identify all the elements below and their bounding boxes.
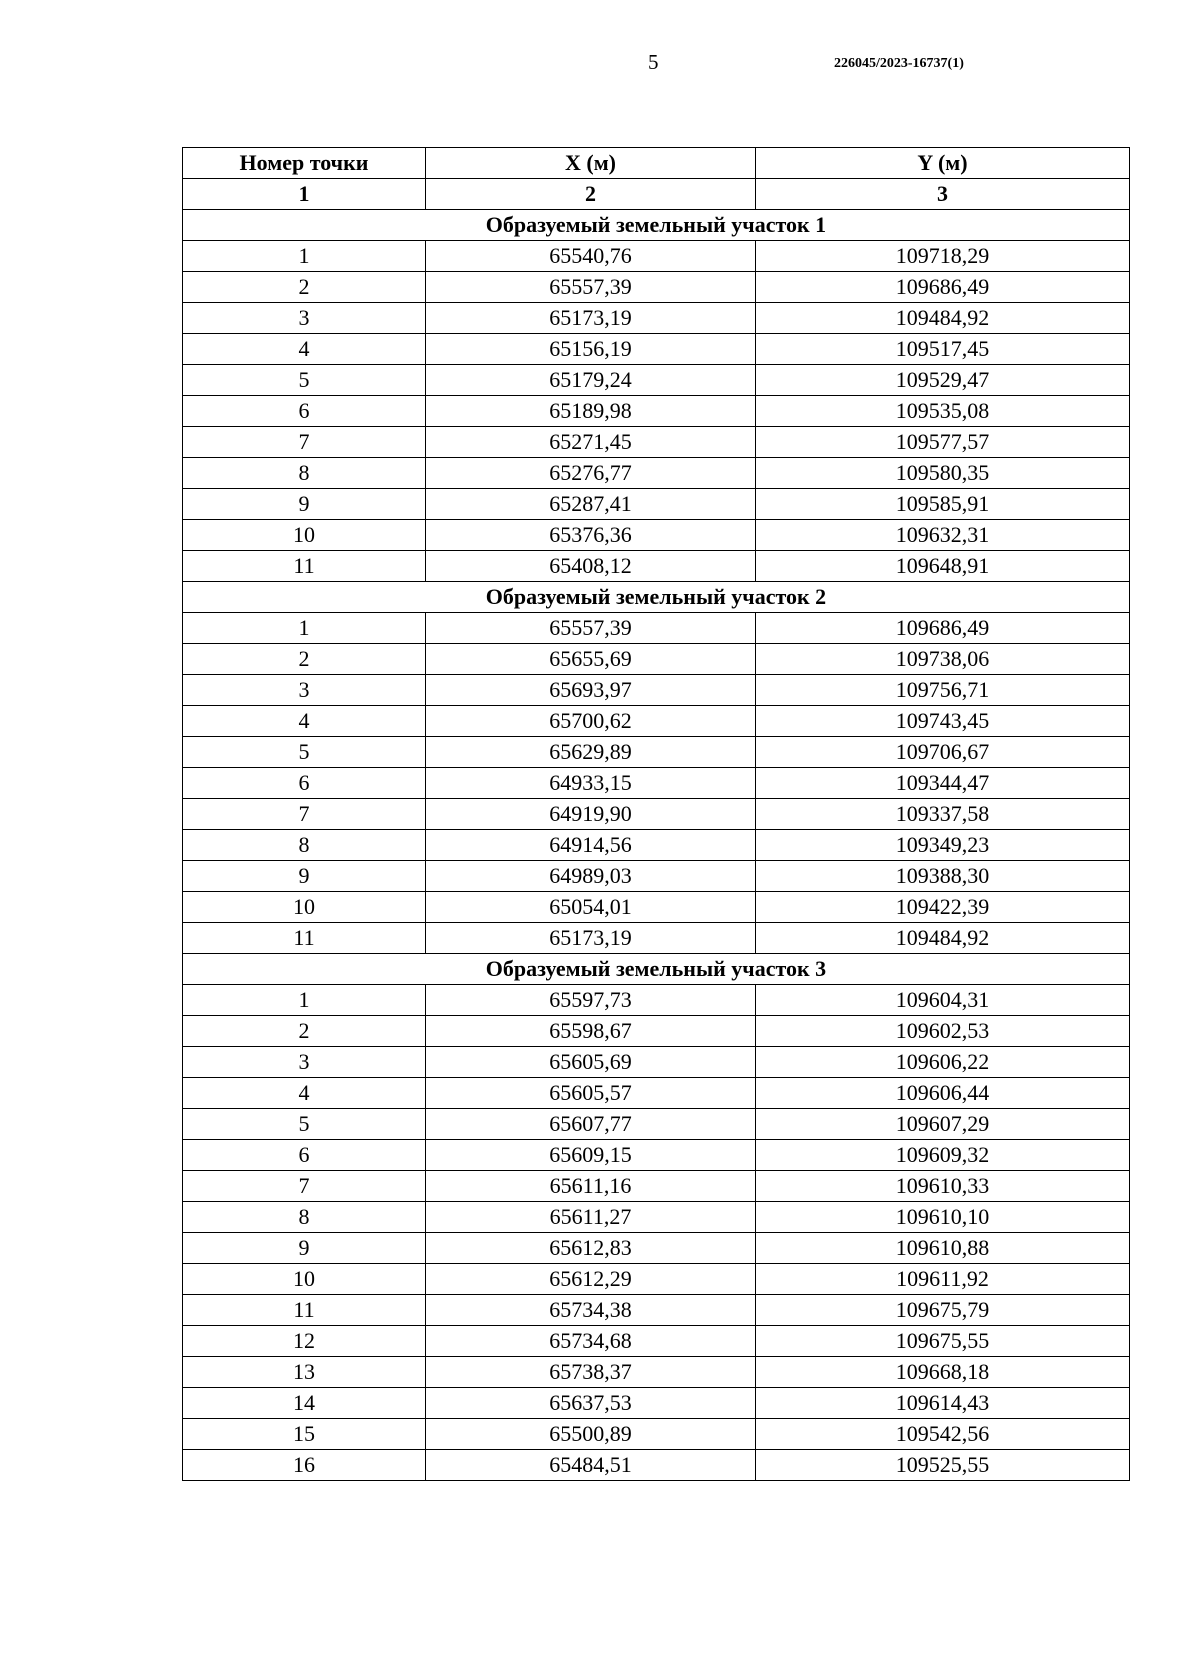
x-coordinate-cell: 65557,39 bbox=[426, 613, 756, 644]
x-coordinate-cell: 65156,19 bbox=[426, 334, 756, 365]
x-coordinate-cell: 65484,51 bbox=[426, 1450, 756, 1481]
table-row bbox=[183, 923, 1130, 954]
table-row bbox=[183, 272, 1130, 303]
x-coordinate-cell: 65734,68 bbox=[426, 1326, 756, 1357]
y-coordinate-cell: 109614,43 bbox=[756, 1388, 1130, 1419]
column-header-x: X (м) bbox=[426, 148, 756, 179]
y-coordinate-cell: 109484,92 bbox=[756, 303, 1130, 334]
point-number-cell: 8 bbox=[183, 830, 426, 861]
table-row bbox=[183, 489, 1130, 520]
point-number-cell: 11 bbox=[183, 1295, 426, 1326]
column-number: 3 bbox=[756, 179, 1130, 210]
x-coordinate-cell: 65612,29 bbox=[426, 1264, 756, 1295]
document-number: 226045/2023-16737(1) bbox=[834, 56, 964, 71]
table-row bbox=[183, 1016, 1130, 1047]
section-title-row bbox=[183, 582, 1130, 613]
x-coordinate-cell: 65605,69 bbox=[426, 1047, 756, 1078]
point-number-cell: 6 bbox=[183, 768, 426, 799]
point-number-cell: 4 bbox=[183, 1078, 426, 1109]
point-number-cell: 11 bbox=[183, 923, 426, 954]
point-number-cell: 10 bbox=[183, 520, 426, 551]
x-coordinate-cell: 65611,16 bbox=[426, 1171, 756, 1202]
table-row bbox=[183, 427, 1130, 458]
table-row bbox=[183, 1109, 1130, 1140]
y-coordinate-cell: 109344,47 bbox=[756, 768, 1130, 799]
x-coordinate-cell: 65054,01 bbox=[426, 892, 756, 923]
section-title: Образуемый земельный участок 2 bbox=[183, 582, 1130, 613]
table-row bbox=[183, 985, 1130, 1016]
table-row bbox=[183, 1047, 1130, 1078]
table-row bbox=[183, 1419, 1130, 1450]
point-number-cell: 9 bbox=[183, 489, 426, 520]
table-row bbox=[183, 1388, 1130, 1419]
x-coordinate-cell: 65173,19 bbox=[426, 923, 756, 954]
y-coordinate-cell: 109602,53 bbox=[756, 1016, 1130, 1047]
y-coordinate-cell: 109535,08 bbox=[756, 396, 1130, 427]
point-number-cell: 1 bbox=[183, 241, 426, 272]
x-coordinate-cell: 65700,62 bbox=[426, 706, 756, 737]
x-coordinate-cell: 65609,15 bbox=[426, 1140, 756, 1171]
x-coordinate-cell: 65557,39 bbox=[426, 272, 756, 303]
point-number-cell: 15 bbox=[183, 1419, 426, 1450]
table-row bbox=[183, 830, 1130, 861]
y-coordinate-cell: 109706,67 bbox=[756, 737, 1130, 768]
x-coordinate-cell: 65173,19 bbox=[426, 303, 756, 334]
table-row bbox=[183, 1326, 1130, 1357]
table-row bbox=[183, 241, 1130, 272]
y-coordinate-cell: 109675,79 bbox=[756, 1295, 1130, 1326]
table-body bbox=[183, 179, 1130, 1481]
y-coordinate-cell: 109585,91 bbox=[756, 489, 1130, 520]
section-title-row bbox=[183, 210, 1130, 241]
x-coordinate-cell: 65376,36 bbox=[426, 520, 756, 551]
x-coordinate-cell: 64989,03 bbox=[426, 861, 756, 892]
table-row bbox=[183, 1357, 1130, 1388]
point-number-cell: 2 bbox=[183, 272, 426, 303]
point-number-cell: 3 bbox=[183, 1047, 426, 1078]
x-coordinate-cell: 65189,98 bbox=[426, 396, 756, 427]
x-coordinate-cell: 65734,38 bbox=[426, 1295, 756, 1326]
table-row bbox=[183, 303, 1130, 334]
point-number-cell: 1 bbox=[183, 985, 426, 1016]
column-number: 2 bbox=[426, 179, 756, 210]
point-number-cell: 1 bbox=[183, 613, 426, 644]
table-row bbox=[183, 1450, 1130, 1481]
x-coordinate-cell: 65607,77 bbox=[426, 1109, 756, 1140]
point-number-cell: 2 bbox=[183, 1016, 426, 1047]
y-coordinate-cell: 109525,55 bbox=[756, 1450, 1130, 1481]
y-coordinate-cell: 109606,44 bbox=[756, 1078, 1130, 1109]
y-coordinate-cell: 109686,49 bbox=[756, 272, 1130, 303]
y-coordinate-cell: 109675,55 bbox=[756, 1326, 1130, 1357]
x-coordinate-cell: 65598,67 bbox=[426, 1016, 756, 1047]
coordinates-table bbox=[182, 147, 1130, 1481]
point-number-cell: 13 bbox=[183, 1357, 426, 1388]
point-number-cell: 7 bbox=[183, 799, 426, 830]
y-coordinate-cell: 109738,06 bbox=[756, 644, 1130, 675]
page-number: 5 bbox=[648, 50, 659, 74]
table-row bbox=[183, 1295, 1130, 1326]
y-coordinate-cell: 109337,58 bbox=[756, 799, 1130, 830]
y-coordinate-cell: 109604,31 bbox=[756, 985, 1130, 1016]
y-coordinate-cell: 109580,35 bbox=[756, 458, 1130, 489]
point-number-cell: 5 bbox=[183, 737, 426, 768]
table-row bbox=[183, 458, 1130, 489]
y-coordinate-cell: 109388,30 bbox=[756, 861, 1130, 892]
table-row bbox=[183, 334, 1130, 365]
table-row bbox=[183, 644, 1130, 675]
x-coordinate-cell: 65271,45 bbox=[426, 427, 756, 458]
table-row bbox=[183, 861, 1130, 892]
table-row bbox=[183, 1202, 1130, 1233]
y-coordinate-cell: 109610,88 bbox=[756, 1233, 1130, 1264]
x-coordinate-cell: 64933,15 bbox=[426, 768, 756, 799]
point-number-cell: 6 bbox=[183, 396, 426, 427]
y-coordinate-cell: 109610,10 bbox=[756, 1202, 1130, 1233]
column-header-y: Y (м) bbox=[756, 148, 1130, 179]
table-row bbox=[183, 737, 1130, 768]
y-coordinate-cell: 109668,18 bbox=[756, 1357, 1130, 1388]
section-title: Образуемый земельный участок 3 bbox=[183, 954, 1130, 985]
y-coordinate-cell: 109529,47 bbox=[756, 365, 1130, 396]
table-header-row bbox=[183, 148, 1130, 179]
x-coordinate-cell: 65693,97 bbox=[426, 675, 756, 706]
table-row bbox=[183, 768, 1130, 799]
x-coordinate-cell: 65629,89 bbox=[426, 737, 756, 768]
point-number-cell: 9 bbox=[183, 1233, 426, 1264]
table-row bbox=[183, 1171, 1130, 1202]
table-row bbox=[183, 365, 1130, 396]
y-coordinate-cell: 109607,29 bbox=[756, 1109, 1130, 1140]
y-coordinate-cell: 109610,33 bbox=[756, 1171, 1130, 1202]
table-row bbox=[183, 551, 1130, 582]
x-coordinate-cell: 65738,37 bbox=[426, 1357, 756, 1388]
y-coordinate-cell: 109718,29 bbox=[756, 241, 1130, 272]
column-number: 1 bbox=[183, 179, 426, 210]
y-coordinate-cell: 109606,22 bbox=[756, 1047, 1130, 1078]
table-row bbox=[183, 799, 1130, 830]
x-coordinate-cell: 65540,76 bbox=[426, 241, 756, 272]
table-row bbox=[183, 613, 1130, 644]
point-number-cell: 5 bbox=[183, 1109, 426, 1140]
point-number-cell: 12 bbox=[183, 1326, 426, 1357]
table-row bbox=[183, 1233, 1130, 1264]
point-number-cell: 4 bbox=[183, 706, 426, 737]
point-number-cell: 5 bbox=[183, 365, 426, 396]
x-coordinate-cell: 64914,56 bbox=[426, 830, 756, 861]
section-title: Образуемый земельный участок 1 bbox=[183, 210, 1130, 241]
table-row bbox=[183, 1264, 1130, 1295]
y-coordinate-cell: 109611,92 bbox=[756, 1264, 1130, 1295]
y-coordinate-cell: 109577,57 bbox=[756, 427, 1130, 458]
y-coordinate-cell: 109609,32 bbox=[756, 1140, 1130, 1171]
point-number-cell: 8 bbox=[183, 458, 426, 489]
point-number-cell: 9 bbox=[183, 861, 426, 892]
x-coordinate-cell: 65611,27 bbox=[426, 1202, 756, 1233]
x-coordinate-cell: 65612,83 bbox=[426, 1233, 756, 1264]
point-number-cell: 16 bbox=[183, 1450, 426, 1481]
y-coordinate-cell: 109542,56 bbox=[756, 1419, 1130, 1450]
y-coordinate-cell: 109743,45 bbox=[756, 706, 1130, 737]
y-coordinate-cell: 109349,23 bbox=[756, 830, 1130, 861]
point-number-cell: 7 bbox=[183, 427, 426, 458]
y-coordinate-cell: 109422,39 bbox=[756, 892, 1130, 923]
point-number-cell: 10 bbox=[183, 892, 426, 923]
column-numbers-row bbox=[183, 179, 1130, 210]
table-row bbox=[183, 706, 1130, 737]
x-coordinate-cell: 65655,69 bbox=[426, 644, 756, 675]
column-header-point-number: Номер точки bbox=[183, 148, 426, 179]
table-row bbox=[183, 675, 1130, 706]
point-number-cell: 14 bbox=[183, 1388, 426, 1419]
x-coordinate-cell: 65597,73 bbox=[426, 985, 756, 1016]
point-number-cell: 4 bbox=[183, 334, 426, 365]
point-number-cell: 2 bbox=[183, 644, 426, 675]
point-number-cell: 6 bbox=[183, 1140, 426, 1171]
x-coordinate-cell: 65637,53 bbox=[426, 1388, 756, 1419]
table-row bbox=[183, 892, 1130, 923]
x-coordinate-cell: 65276,77 bbox=[426, 458, 756, 489]
table-row bbox=[183, 520, 1130, 551]
point-number-cell: 3 bbox=[183, 675, 426, 706]
point-number-cell: 10 bbox=[183, 1264, 426, 1295]
x-coordinate-cell: 64919,90 bbox=[426, 799, 756, 830]
y-coordinate-cell: 109517,45 bbox=[756, 334, 1130, 365]
y-coordinate-cell: 109686,49 bbox=[756, 613, 1130, 644]
point-number-cell: 8 bbox=[183, 1202, 426, 1233]
section-title-row bbox=[183, 954, 1130, 985]
x-coordinate-cell: 65605,57 bbox=[426, 1078, 756, 1109]
point-number-cell: 3 bbox=[183, 303, 426, 334]
x-coordinate-cell: 65287,41 bbox=[426, 489, 756, 520]
point-number-cell: 7 bbox=[183, 1171, 426, 1202]
y-coordinate-cell: 109484,92 bbox=[756, 923, 1130, 954]
y-coordinate-cell: 109756,71 bbox=[756, 675, 1130, 706]
x-coordinate-cell: 65179,24 bbox=[426, 365, 756, 396]
point-number-cell: 11 bbox=[183, 551, 426, 582]
table-row bbox=[183, 1078, 1130, 1109]
x-coordinate-cell: 65408,12 bbox=[426, 551, 756, 582]
x-coordinate-cell: 65500,89 bbox=[426, 1419, 756, 1450]
table-row bbox=[183, 396, 1130, 427]
y-coordinate-cell: 109648,91 bbox=[756, 551, 1130, 582]
table-row bbox=[183, 1140, 1130, 1171]
y-coordinate-cell: 109632,31 bbox=[756, 520, 1130, 551]
